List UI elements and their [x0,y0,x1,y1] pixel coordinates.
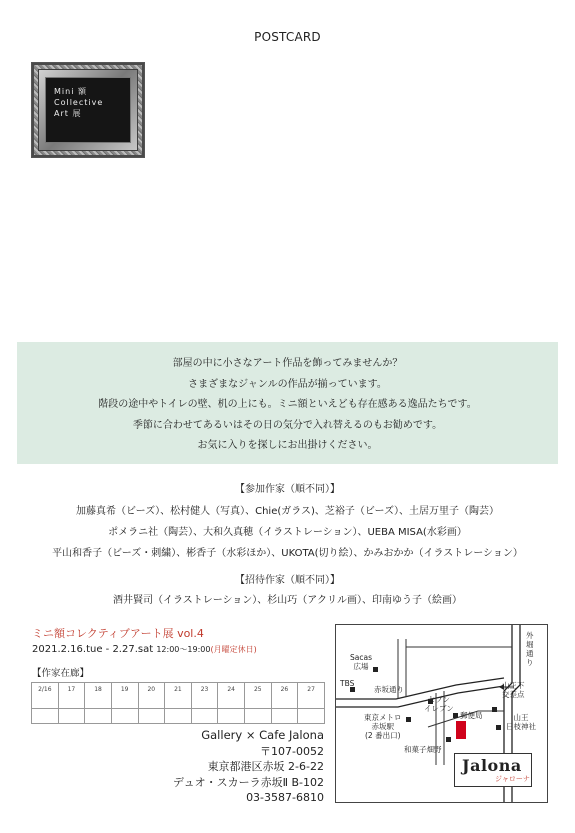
wagashi-marker [446,737,451,742]
participants-line: 加藤真希（ビーズ）、松村健人（写真）、Chie(ガラス)、芝裕子（ビーズ）、土居万里子（陶芸） [76,506,499,517]
schedule-cell [32,709,59,724]
intro-text-band [17,342,558,464]
schedule-day: 23 [191,683,218,709]
schedule-cell [85,709,112,724]
access-map [335,624,548,803]
map-label-akasaka-dori: 赤坂通り [374,685,404,694]
schedule-cell [111,709,138,724]
logo-frame-inner [45,77,131,143]
map-label-sanno-shita: 山王下 交差点 [502,681,525,699]
postcard-title: POSTCARD [254,30,321,44]
schedule-day: 27 [298,683,325,709]
logo-line-1: Mini 額 [54,87,87,96]
shrine-marker [496,725,501,730]
exhibition-title: ミニ額コレクティブアート展 vol.4 [32,627,204,640]
logo-line-3: Art 展 [54,109,82,118]
intro-line: 階段の途中やトイレの壁、机の上にも。ミニ額といえども存在感ある逸品たちです。 [98,399,477,411]
intro-line: 部屋の中に小さなアート作品を飾ってみませんか？ [172,358,403,369]
participants-line: 平山和香子（ビーズ・刺繍）、彬香子（水彩ほか）、UKOTA(切り絵）、かみおかか（イラストレーション） [52,548,523,559]
schedule-day: 17 [58,683,85,709]
sanno-shita-marker [492,707,497,712]
invited-line: 酒井賢司（イラストレーション）、杉山巧（アクリル画）、印南ゆう子（絵画） [113,595,462,606]
schedule-day: 25 [245,683,272,709]
gallery-address-line-1: 東京都港区赤坂 2-6-22 [207,760,324,774]
artist-schedule-table [31,682,325,724]
exhibition-logo [32,63,144,157]
shop-logo-kana: ジャローナ [495,775,530,783]
gallery-info [173,728,324,806]
schedule-cell [218,709,245,724]
intro-line: さまざまなジャンルの作品が揃っています。 [188,378,387,390]
logo-line-2: Collective [54,98,104,107]
gallery-address-line-2: デュオ・スカーラ赤坂Ⅱ B-102 [172,775,324,789]
map-label-sacas: Sacas 広場 [350,653,372,671]
schedule-cell [165,709,192,724]
participants-heading: 【参加作家（順不同）】 [235,484,340,495]
gallery-name: Gallery × Cafe Jalona [201,728,324,742]
schedule-day: 21 [165,683,192,709]
exhibition-dates [32,644,257,655]
schedule-day: 24 [218,683,245,709]
schedule-day: 18 [85,683,112,709]
closed-day-note: (月曜定休日) [210,645,257,654]
map-label-tbs: TBS [340,679,355,688]
map-label-metro-station: 東京メトロ 赤坂駅 (2 番出口) [364,713,402,740]
schedule-day: 19 [111,683,138,709]
date-range: 2021.2.16.tue - 2.27.sat [32,644,154,655]
metro-marker [406,717,411,722]
schedule-day: 20 [138,683,165,709]
schedule-cell [58,709,85,724]
schedule-cell [271,709,298,724]
invited-heading: 【招待作家（順不同）】 [235,575,340,586]
map-label-sotobori: 外 堀 通 り [526,631,534,667]
intro-line: お気に入りを探しにお出掛けください。 [197,440,378,452]
shop-logo-name: Jalona [462,756,522,775]
post-marker [453,713,458,718]
map-label-post-office: 郵便局 [460,711,483,720]
schedule-cell [138,709,165,724]
participants-line: ポメラニ社（陶芸）、大和久真穂（イラストレーション）、UEBA MISA(水彩画） [108,527,467,538]
map-label-hie-shrine: 山王 日枝神社 [506,713,536,731]
schedule-cell [191,709,218,724]
schedule-cell [245,709,272,724]
opening-hours: 12:00～19:00 [156,645,211,654]
gallery-phone: 03-3587-6810 [246,791,324,805]
schedule-day: 2/16 [32,683,59,709]
shop-marker [456,721,466,739]
sacas-marker [373,667,378,672]
shop-logo [454,753,532,787]
map-label-wagashi: 和菓子畑野 [404,745,442,754]
gallery-postal-code: 〒107-0052 [260,744,324,758]
schedule-label: 【作家在廊】 [32,668,90,679]
map-label-seven-eleven: セブン イレブン [424,695,454,713]
intro-line: 季節に合わせてあるいはその日の気分で入れ替えるのもお勧めです。 [132,419,443,431]
schedule-day: 26 [271,683,298,709]
schedule-cell [298,709,325,724]
